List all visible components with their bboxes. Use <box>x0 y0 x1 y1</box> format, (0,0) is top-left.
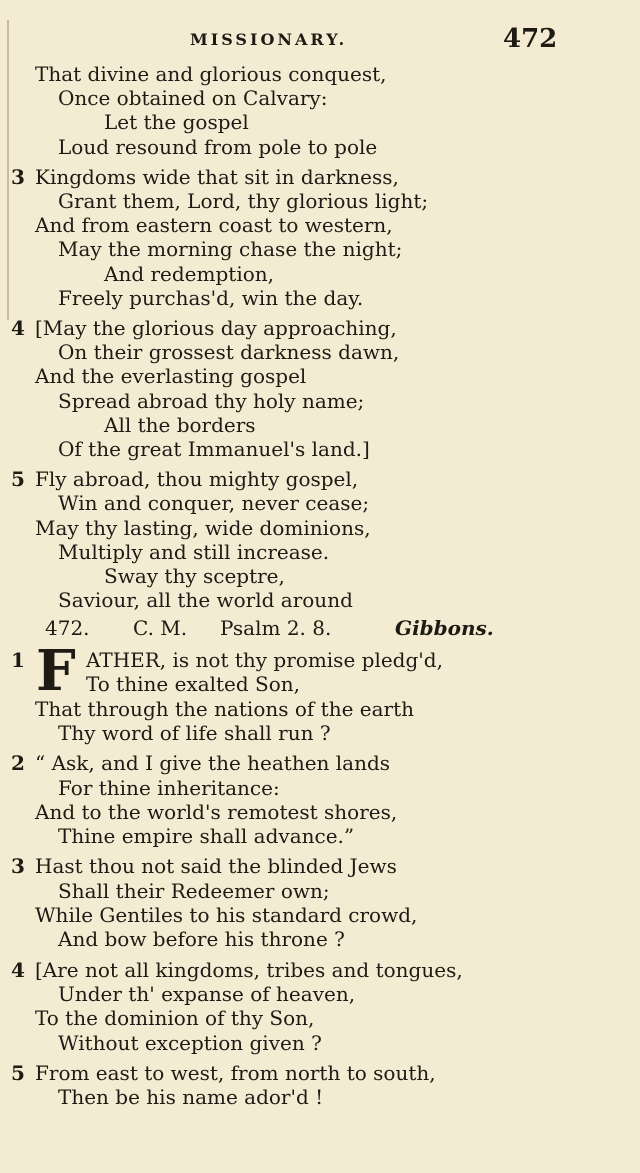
hymn-line: Win and conquer, never cease; <box>58 491 370 516</box>
page-number: 472 <box>503 24 558 54</box>
verse-number: 5 <box>11 467 25 492</box>
hymn-line: Thine empire shall advance.” <box>58 824 355 849</box>
hymn-line: And the everlasting gospel <box>35 364 307 389</box>
hymn-line: Spread abroad thy holy name; <box>58 388 365 413</box>
drop-cap: F <box>36 638 76 704</box>
hymn-line: Loud resound from pole to pole <box>58 134 378 159</box>
hymn-heading <box>45 615 495 641</box>
verse-number: 2 <box>11 751 25 776</box>
verse-number: 5 <box>11 1060 25 1085</box>
hymn-line: Freely purchas'd, win the day. <box>58 285 364 310</box>
verse-number: 4 <box>11 316 25 340</box>
verse-number: 1 <box>11 648 25 672</box>
hymn-line: From east to west, from north to south, <box>35 1060 436 1085</box>
hymn-number: 472. <box>45 616 90 640</box>
hymn-line: Saviour, all the world around <box>58 588 353 613</box>
hymn-line: On their grossest darkness dawn, <box>58 340 400 365</box>
hymn-line: [May the glorious day approaching, <box>35 316 397 340</box>
hymn-line: Once obtained on Calvary: <box>58 86 328 111</box>
hymn-line: Kingdoms wide that sit in darkness, <box>35 164 399 189</box>
hymn-line: Under th' expanse of heaven, <box>58 981 356 1006</box>
hymn-line: Sway thy sceptre, <box>104 564 285 588</box>
hymn-line: Thy word of life shall run ? <box>58 720 331 745</box>
verse-number: 3 <box>11 164 25 189</box>
hymn-line: And to the world's remotest shores, <box>35 799 398 824</box>
running-header: MISSIONARY. <box>190 30 348 49</box>
hymn-line: And redemption, <box>104 261 274 286</box>
hymn-line: Shall their Redeemer own; <box>58 878 330 903</box>
hymn-line: ATHER, is not thy promise pledg'd, <box>86 648 443 672</box>
hymn-line: All the borders <box>104 412 256 437</box>
hymn-meter: C. M. <box>133 616 188 640</box>
hymn-line: May the morning chase the night; <box>58 237 403 262</box>
hymn-line: Multiply and still increase. <box>58 539 330 564</box>
hymn-line: May thy lasting, wide dominions, <box>35 515 371 540</box>
hymn-line: To the dominion of thy Son, <box>35 1006 315 1031</box>
hymn-line: To thine exalted Son, <box>86 672 301 697</box>
hymn-line: Of the great Immanuel's land.] <box>58 437 370 461</box>
hymn-line: While Gentiles to his standard crowd, <box>35 903 418 927</box>
margin-rule <box>7 20 9 320</box>
hymn-line: For thine inheritance: <box>58 775 280 800</box>
verse-number: 3 <box>11 854 25 879</box>
hymn-line: Fly abroad, thou mighty gospel, <box>35 467 359 492</box>
hymn-line: Without exception given ? <box>58 1030 322 1055</box>
hymn-line: That through the nations of the earth <box>35 696 415 721</box>
hymn-line: And bow before his throne ? <box>58 927 345 952</box>
hymn-line: [Are not all kingdoms, tribes and tongues, <box>35 957 463 982</box>
verse-number: 4 <box>11 957 25 982</box>
hymn-line: Hast thou not said the blinded Jews <box>35 854 397 879</box>
hymn-line: Then be his name ador'd ! <box>58 1085 324 1110</box>
hymn-line: Let the gospel <box>104 110 249 135</box>
hymn-line: And from eastern coast to western, <box>35 213 393 238</box>
tune-name: Gibbons. <box>395 616 494 640</box>
hymn-line: That divine and glorious conquest, <box>35 62 387 86</box>
scripture-reference: Psalm 2. 8. <box>220 616 332 640</box>
hymn-line: “ Ask, and I give the heathen lands <box>35 751 391 776</box>
hymn-line: Grant them, Lord, thy glorious light; <box>58 189 429 213</box>
